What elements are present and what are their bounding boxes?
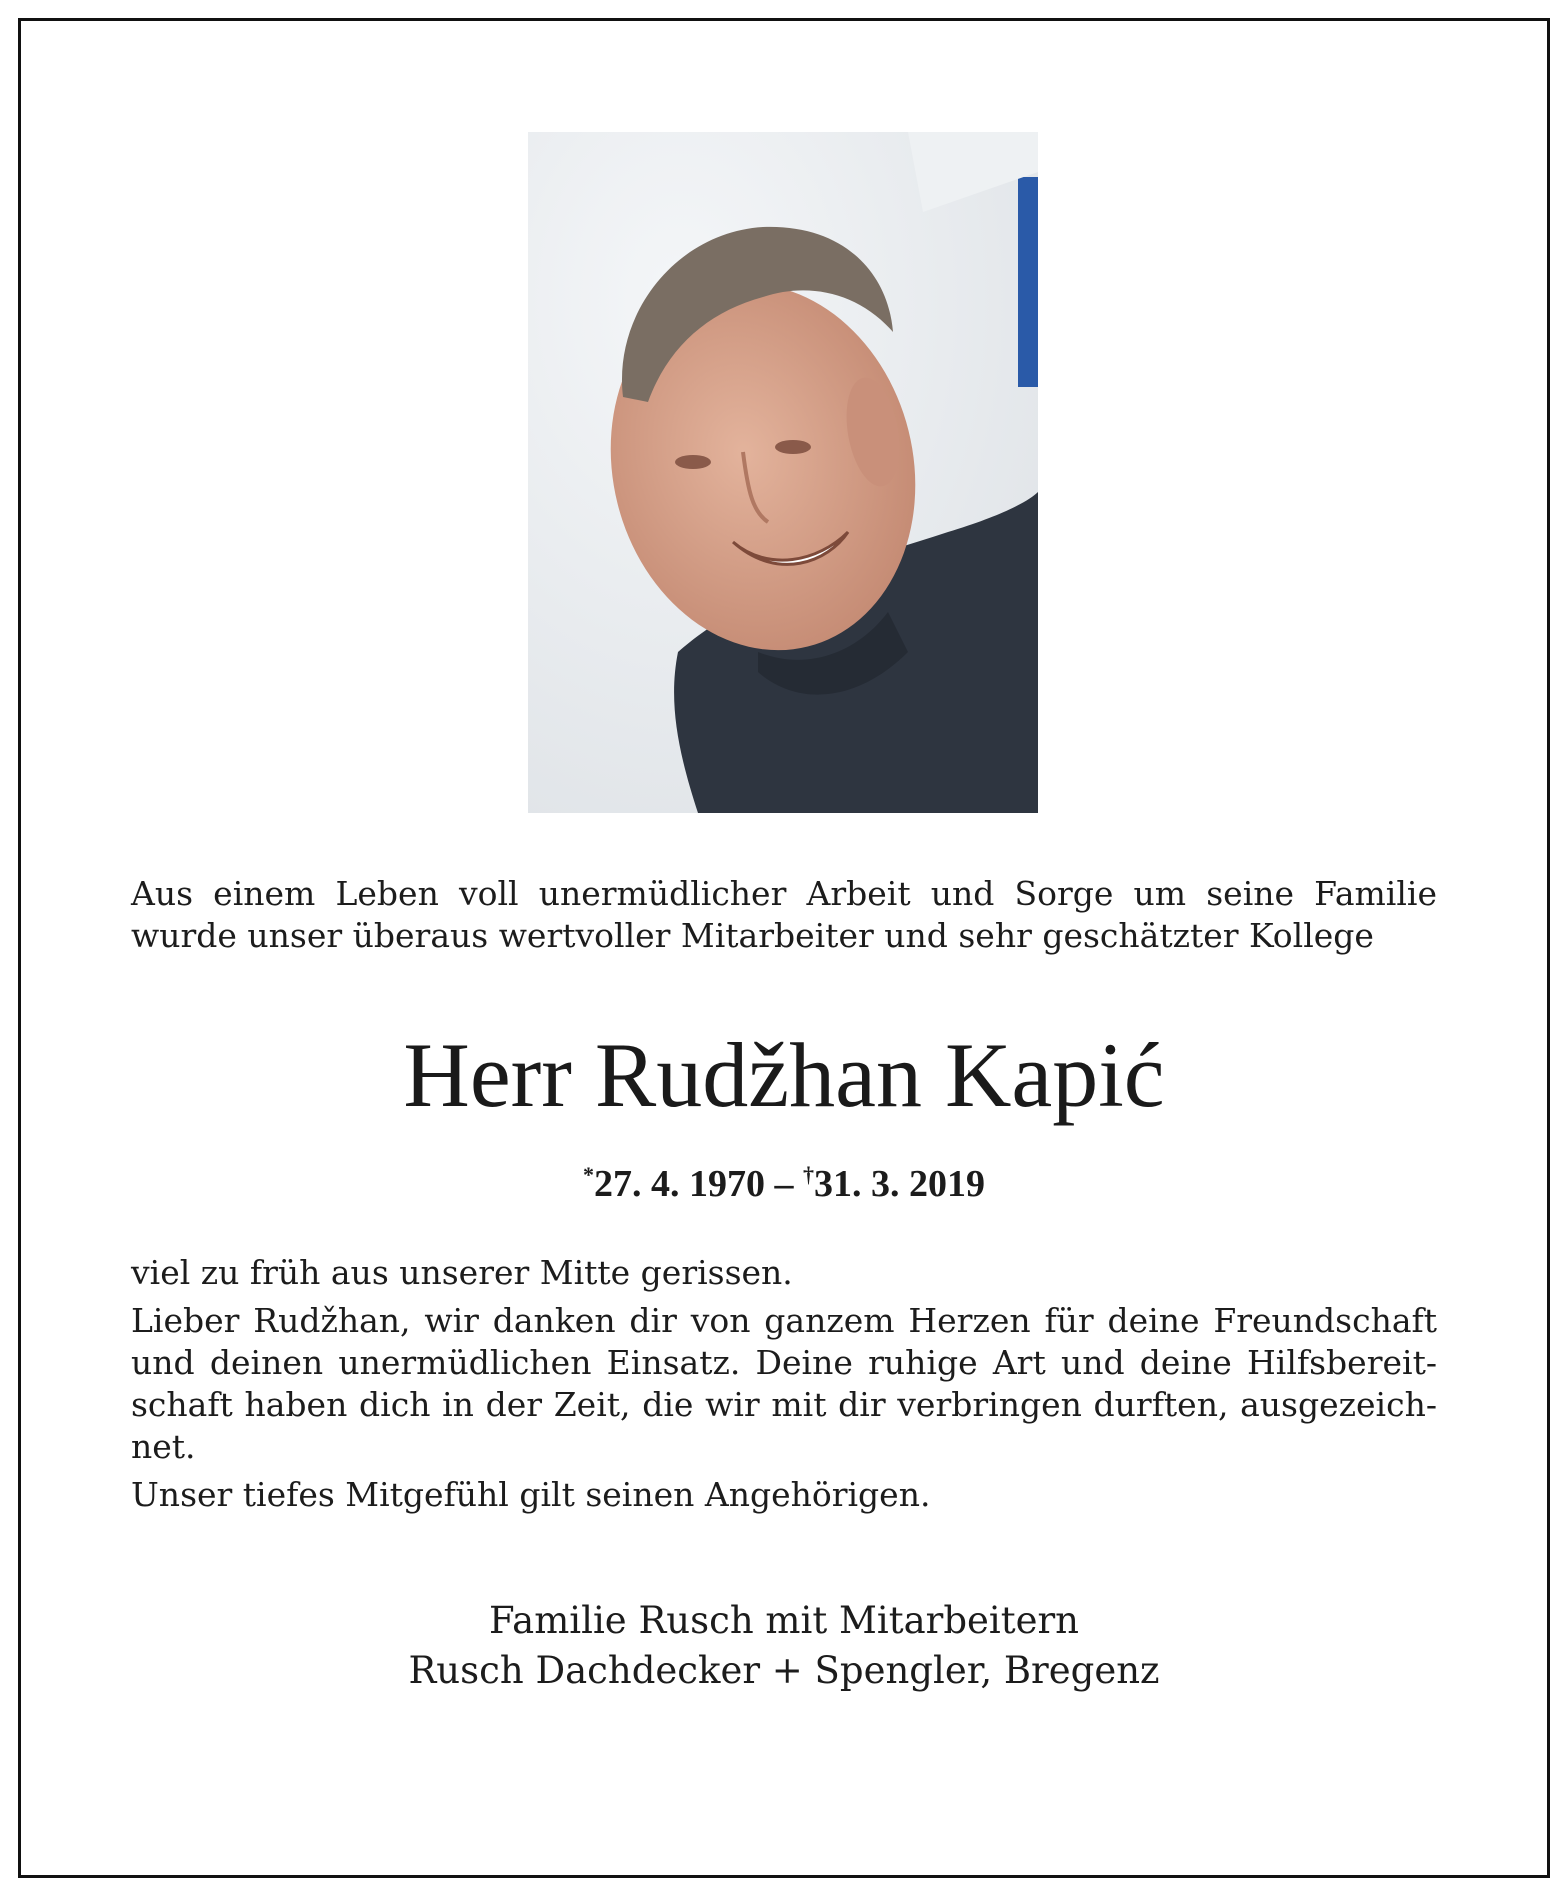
body-paragraph-2 xyxy=(131,1300,1437,1468)
death-symbol: † xyxy=(803,1162,814,1187)
signoff-line-1: Familie Rusch mit Mitarbeitern xyxy=(488,1599,1080,1642)
signoff xyxy=(131,1596,1437,1696)
body-paragraph-3: Unser tiefes Mitgefühl gilt seinen Angehörigen. xyxy=(131,1475,931,1514)
intro-line-1: Aus einem Leben voll unermüdlicher Arbeit und Sorge um seine Familie xyxy=(131,874,1437,913)
body-paragraph-2-line-3: schaft haben dich in der Zeit, die wir mit dir verbringen durften, ausgezeich- xyxy=(131,1385,1437,1424)
portrait-photo xyxy=(528,132,1038,813)
intro-line-2: wurde unser überaus wertvoller Mitarbeiter und sehr geschätzter Kollege xyxy=(131,916,1374,955)
signoff-line-2: Rusch Dachdecker + Spengler, Bregenz xyxy=(408,1649,1160,1692)
birth-symbol: * xyxy=(583,1162,594,1187)
death-date: 31. 3. 2019 xyxy=(814,1163,985,1205)
life-dates xyxy=(131,1152,1437,1207)
deceased-name: Herr Rudžhan Kapić xyxy=(403,1024,1165,1126)
body-paragraph-2-line-2: und deinen unermüdlichen Einsatz. Deine ruhige Art und deine Hilfsbereit- xyxy=(131,1343,1437,1382)
portrait-photo-icon xyxy=(528,132,1038,813)
condolence-body xyxy=(131,1252,1437,1516)
date-separator: – xyxy=(765,1163,803,1205)
body-paragraph-2-line-1: Lieber Rudžhan, wir danken dir von ganzem Herzen für deine Freundschaft xyxy=(131,1301,1437,1340)
birth-date: 27. 4. 1970 xyxy=(594,1163,765,1205)
body-paragraph-1: viel zu früh aus unserer Mitte gerissen. xyxy=(131,1253,793,1292)
intro-text xyxy=(131,873,1437,957)
body-paragraph-2-line-4: net. xyxy=(131,1427,196,1466)
